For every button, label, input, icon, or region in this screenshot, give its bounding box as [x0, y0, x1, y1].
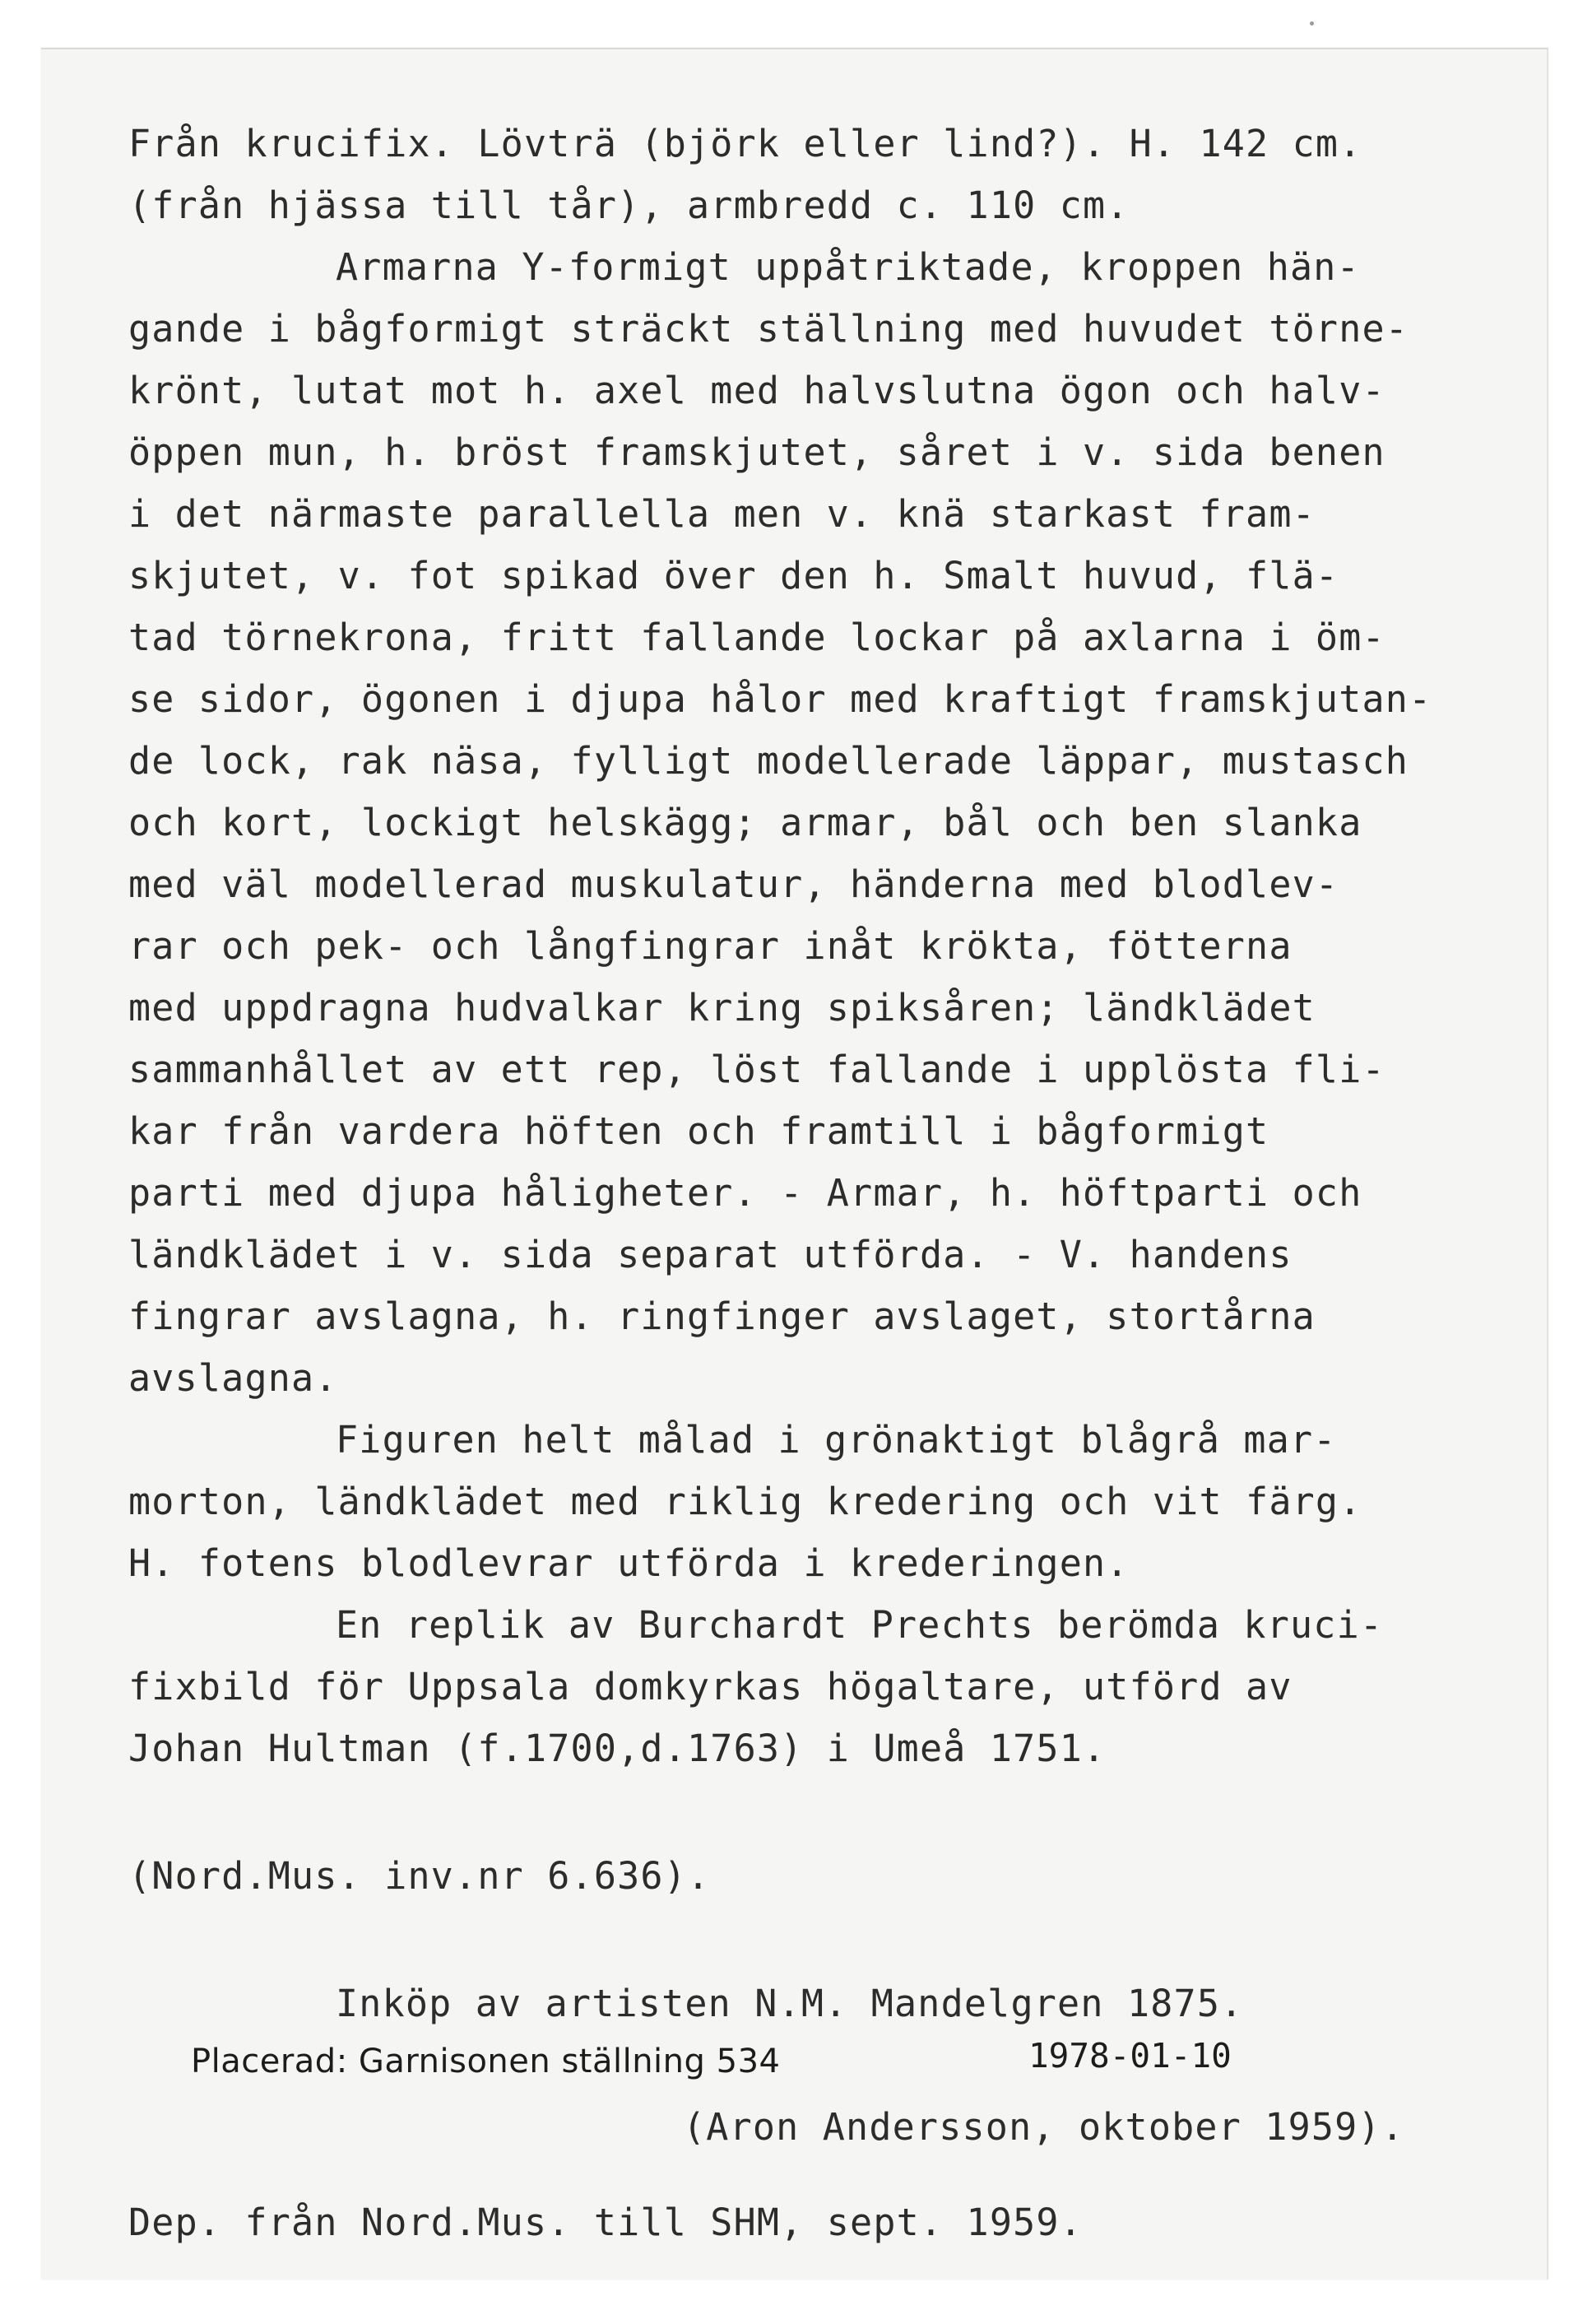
- text-line-18: parti med djupa håligheter. - Armar, h. höftparti och: [128, 1171, 1362, 1215]
- placement-date: 1978-01-10: [1028, 2036, 1232, 2075]
- text-line-7: i det närmaste parallella men v. knä starkast fram-: [128, 492, 1316, 536]
- text-line-24: H. fotens blodlevrar utförda i krederingen.: [128, 1541, 1130, 1585]
- text-line-23: morton, ländklädet med riklig kredering och vit färg.: [128, 1480, 1362, 1523]
- text-line-9: tad törnekrona, fritt fallande lockar på axlarna i öm-: [128, 616, 1385, 659]
- text-line-12: och kort, lockigt helskägg; armar, bål och ben slanka: [128, 801, 1362, 844]
- author-signature-line: (Aron Andersson, oktober 1959).: [683, 2105, 1405, 2149]
- placement-stamp: Placerad: Garnisonen ställning 534: [191, 2043, 781, 2080]
- text-line-3: Armarna Y-formigt uppåtriktade, kroppen hän-: [336, 245, 1360, 289]
- text-line-26: fixbild för Uppsala domkyrkas högaltare, utförd av: [128, 1665, 1293, 1708]
- text-line-8: skjutet, v. fot spikad över den h. Smalt huvud, flä-: [128, 554, 1339, 597]
- text-line-11: de lock, rak näsa, fylligt modellerade läppar, mustasch: [128, 739, 1409, 783]
- text-line-6: öppen mun, h. bröst framskjutet, såret i v. sida benen: [128, 430, 1385, 474]
- text-line-19: ländklädet i v. sida separat utförda. - V. handens: [128, 1233, 1293, 1276]
- text-line-13: med väl modellerad muskulatur, händerna med blodlev-: [128, 862, 1339, 906]
- text-line-21: avslagna.: [128, 1356, 338, 1400]
- text-line-16: sammanhållet av ett rep, löst fallande i upplösta fli-: [128, 1048, 1385, 1091]
- text-line-4: gande i bågformigt sträckt ställning med huvudet törne-: [128, 307, 1409, 351]
- inventory-number: (Nord.Mus. inv.nr 6.636).: [128, 1854, 711, 1898]
- text-line-15: med uppdragna hudvalkar kring spiksåren; ländklädet: [128, 986, 1316, 1030]
- text-line-10: se sidor, ögonen i djupa hålor med kraftigt framskjutan-: [128, 677, 1432, 721]
- deposit-line: Dep. från Nord.Mus. till SHM, sept. 1959.: [128, 2201, 1083, 2244]
- provenance-line: Inköp av artisten N.M. Mandelgren 1875.: [336, 1982, 1244, 2025]
- text-line-14: rar och pek- och långfingrar inåt krökta, fötterna: [128, 924, 1293, 968]
- text-line-17: kar från vardera höften och framtill i bågformigt: [128, 1109, 1269, 1153]
- text-line-27: Johan Hultman (f.1700,d.1763) i Umeå 1751.: [128, 1727, 1107, 1770]
- text-line-1: Från krucifix. Lövträ (björk eller lind?). H. 142 cm.: [128, 122, 1362, 165]
- text-line-5: krönt, lutat mot h. axel med halvslutna ögon och halv-: [128, 369, 1385, 412]
- paper-speck: [1310, 21, 1314, 26]
- text-line-22: Figuren helt målad i grönaktigt blågrå mar-: [336, 1418, 1337, 1462]
- text-line-2: (från hjässa till tår), armbredd c. 110 cm.: [128, 184, 1130, 227]
- text-line-20: fingrar avslagna, h. ringfinger avslaget, stortårna: [128, 1294, 1316, 1338]
- text-line-25: En replik av Burchardt Prechts berömda kruci-: [336, 1603, 1384, 1647]
